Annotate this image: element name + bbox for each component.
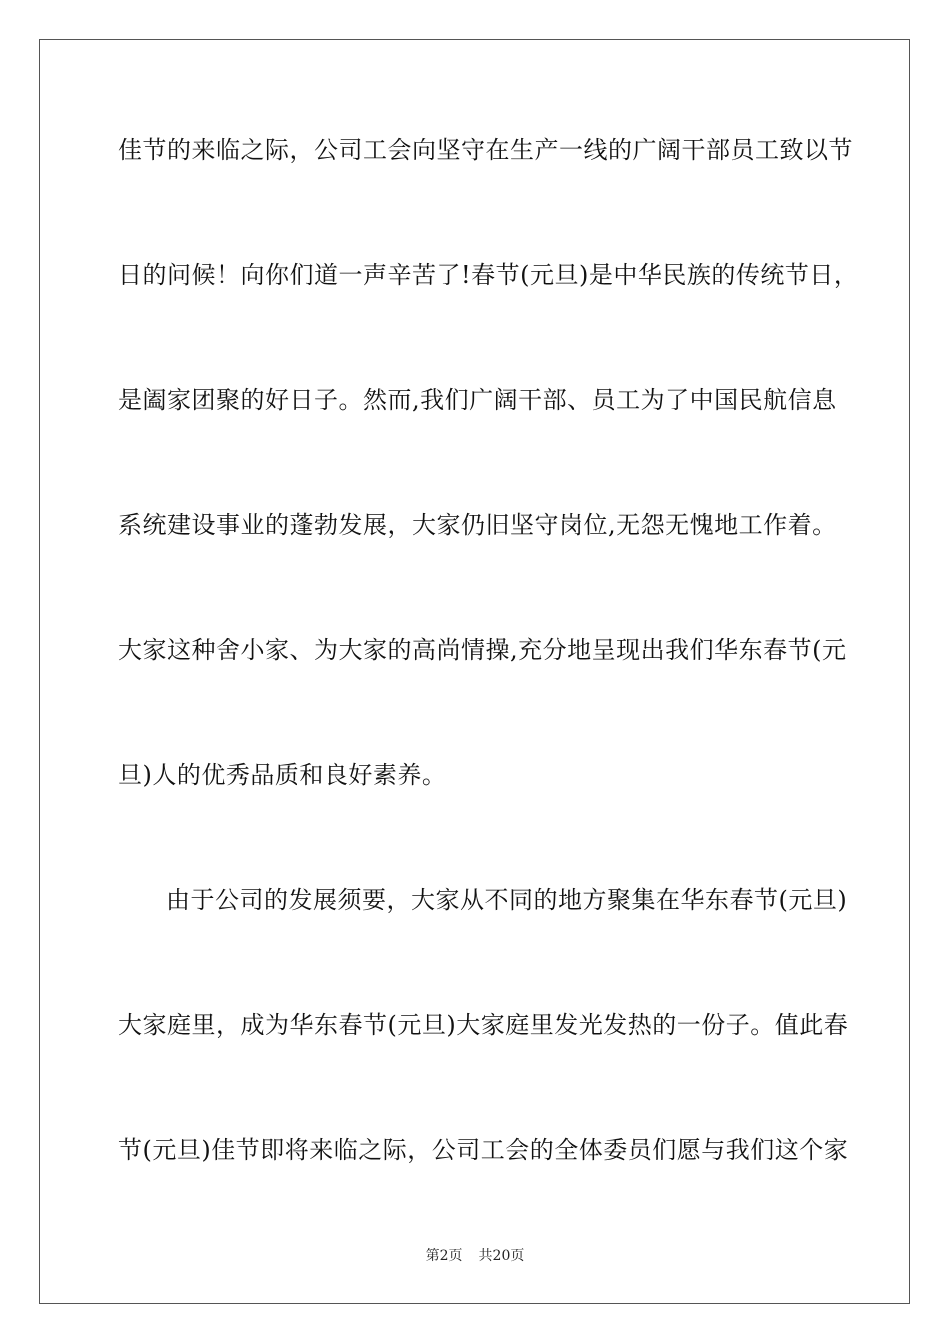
body-text-line: 是阖家团聚的好日子。然而,我们广阔干部、员工为了中国民航信息 <box>118 386 837 414</box>
page-number: 第2页 <box>425 1248 463 1264</box>
page-border <box>39 39 910 1304</box>
body-text-line: 佳节的来临之际，公司工会向坚守在生产一线的广阔干部员工致以节 <box>118 136 853 164</box>
body-text-line: 由于公司的发展须要，大家从不同的地方聚集在华东春节(元旦) <box>166 886 848 914</box>
page-footer <box>0 1246 950 1266</box>
body-text-line: 节(元旦)佳节即将来临之际，公司工会的全体委员们愿与我们这个家 <box>118 1136 849 1164</box>
body-text-line: 系统建设事业的蓬勃发展，大家仍旧坚守岗位,无怨无愧地工作着。 <box>118 511 837 539</box>
page-total: 共20页 <box>478 1248 525 1264</box>
body-text-line: 日的问候！向你们道一声辛苦了!春节(元旦)是中华民族的传统节日， <box>118 261 859 289</box>
body-text-line: 大家这种舍小家、为大家的高尚情操,充分地呈现出我们华东春节(元 <box>118 636 847 664</box>
body-text-line: 旦)人的优秀品质和良好素养。 <box>118 761 447 789</box>
body-text-line: 大家庭里，成为华东春节(元旦)大家庭里发光发热的一份子。值此春 <box>118 1011 849 1039</box>
